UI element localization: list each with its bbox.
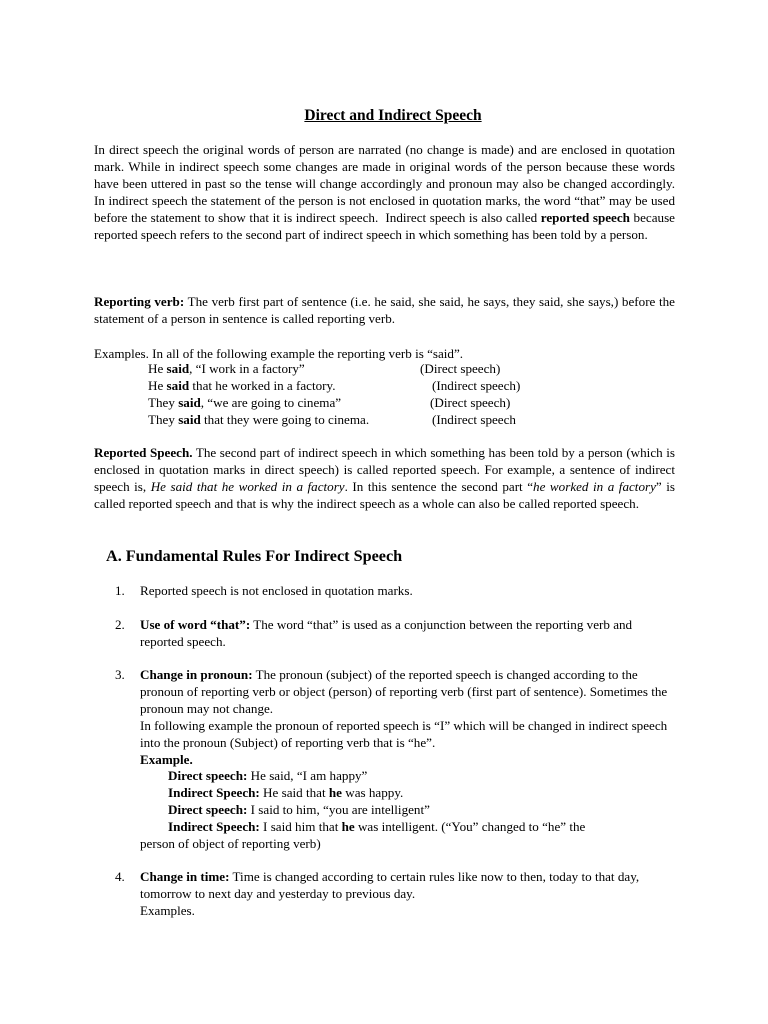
reporting-verb-paragraph [94, 294, 675, 328]
reported-speech-text-1: The second part of indirect speech in which something has been told by a person (which is enclosed in quotation marks in direct speech) is called reported speech. For example, a sentence of indirect speech is, [94, 445, 675, 494]
reported-speech-label: Reported Speech. [94, 445, 193, 460]
rule-label: Change in time: [140, 869, 230, 884]
rule-example-line [140, 802, 675, 819]
example-verb: said [166, 378, 190, 393]
reported-speech-italic-1: He said that he worked in a factory [150, 478, 345, 494]
rule-paragraph [140, 869, 675, 903]
example-sentence [148, 395, 341, 412]
example-line-text: I said him that [259, 819, 342, 835]
example-kind: (Indirect speech) [432, 378, 521, 393]
example-line-text: He said that [259, 785, 329, 801]
example-line-text: was intelligent. (“You” changed to “he” the [354, 819, 586, 835]
rule-paragraph [140, 667, 675, 718]
rule-text: The word “that” is used as a conjunction between the reporting verb and reported speech. [140, 617, 633, 649]
example-kind: (Indirect speech [432, 412, 516, 427]
rule-example-label: Example. [140, 751, 193, 767]
example-line-label: Direct speech: [168, 768, 248, 784]
rule-paragraph-2: Examples. [140, 902, 195, 918]
example-sentence [148, 361, 305, 378]
reporting-verb-text: The verb first part of sentence (i.e. he said, she said, he says, they said, she says,) before the statement of a person in sentence is called reporting verb. [94, 294, 675, 326]
rule-body [140, 617, 675, 651]
rule-example-line [140, 819, 675, 836]
reported-speech-italic-2: he worked in a factory [533, 478, 656, 494]
rule-paragraph-2: In following example the pronoun of reported speech is “I” which will be changed in indirect speech into the pronoun (Subject) of reporting verb that is “he”. [140, 717, 668, 750]
rule-example-line [140, 785, 675, 802]
rule-body [140, 667, 675, 853]
rule-number: 4. [115, 869, 125, 884]
example-line-label: Indirect Speech: [168, 785, 260, 801]
intro-bold-term: reported speech [540, 209, 630, 225]
example-verb: said [166, 361, 190, 376]
section-heading: A. Fundamental Rules For Indirect Speech [106, 547, 403, 565]
example-verb: said [178, 395, 201, 410]
example-post: that he worked in a factory. [189, 378, 336, 393]
rule-body [140, 583, 675, 600]
intro-text-2: because reported speech refers to the second part of indirect speech in which something has been told by a person. [94, 209, 675, 242]
rule-text: Reported speech is not enclosed in quotation marks. [140, 583, 413, 598]
page-title: Direct and Indirect Speech [304, 107, 482, 124]
rule-example-line [140, 768, 675, 785]
reporting-verb-label: Reporting verb: [94, 294, 185, 309]
example-post: , “I work in a factory” [189, 361, 305, 376]
example-post: that they were going to cinema. [200, 412, 370, 427]
example-pre: They [148, 412, 179, 427]
rule-label: Change in pronoun: [140, 667, 253, 682]
example-pre: He [148, 361, 167, 376]
example-line-text: I said to him, “you are intelligent” [247, 802, 430, 818]
examples-heading: Examples. In all of the following example the reporting verb is “said”. [94, 346, 464, 361]
example-kind: (Direct speech) [430, 395, 511, 410]
example-line-bold: he [341, 819, 355, 835]
example-sentence [148, 378, 336, 395]
reported-speech-paragraph [94, 445, 675, 513]
example-line-text: He said, “I am happy” [247, 768, 368, 784]
example-sentence [148, 412, 369, 429]
example-line-label: Direct speech: [168, 802, 248, 818]
example-line-bold: he [328, 785, 342, 801]
rule-body [140, 869, 675, 920]
rule-number: 3. [115, 667, 125, 682]
rule-text: Time is changed according to certain rules like now to then, today to that day, tomorrow to next day and yesterday to previous day. [140, 869, 640, 901]
example-kind: (Direct speech) [420, 361, 501, 376]
intro-paragraph [94, 142, 675, 243]
reported-speech-text-2: . In this sentence the second part “ [344, 478, 534, 494]
rule-number: 2. [115, 617, 125, 632]
rule-text: The pronoun (subject) of the reported speech is changed according to the pronoun of reporting verb or object (person) of reporting verb (first part of sentence). Sometimes the pronoun may not change. [140, 667, 668, 716]
example-pre: He [148, 378, 167, 393]
intro-text-1: In direct speech the original words of person are narrated (no change is made) and are enclosed in quotation mark. While in indirect speech some changes are made in original words of the person because these words have been uttered in past so the tense will change accordingly and pronoun may also be changed accordingly. In indirect speech the statement of the person is not enclosed in quotation marks, the word “that” may be used before the statement to show that it is indirect speech. Indirect speech is also called [94, 142, 675, 225]
example-line-text: was happy. [341, 785, 404, 801]
rule-number: 1. [115, 583, 125, 598]
example-pre: They [148, 395, 179, 410]
example-verb: said [178, 412, 201, 427]
example-line-label: Indirect Speech: [168, 819, 260, 835]
reported-speech-text-3: ” is called reported speech and that is why the indirect speech as a whole can also be called reported speech. [94, 478, 675, 511]
rule-label: Use of word “that”: [140, 617, 251, 632]
example-post: , “we are going to cinema” [200, 395, 342, 410]
rule-example-continuation: person of object of reporting verb) [140, 836, 321, 852]
